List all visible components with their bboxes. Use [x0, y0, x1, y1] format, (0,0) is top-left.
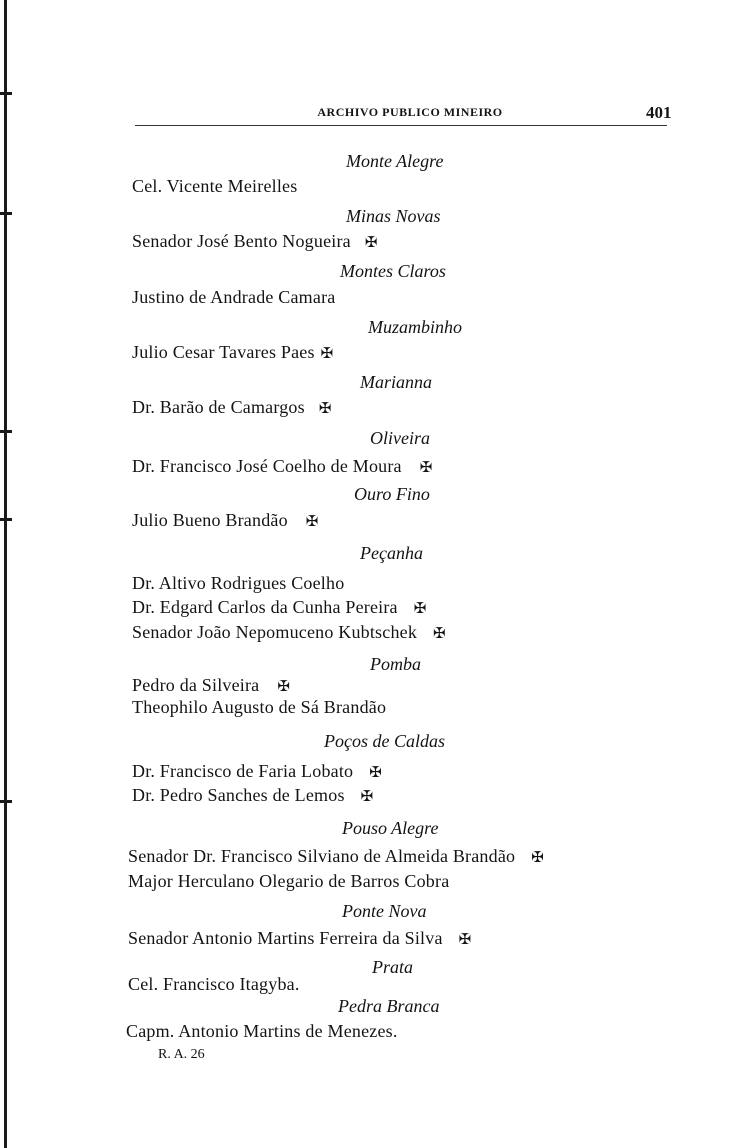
- cross-icon: ✠: [364, 235, 378, 251]
- person-entry: Dr. Pedro Sanches de Lemos ✠: [132, 785, 374, 805]
- place-heading: Marianna: [360, 372, 432, 392]
- person-entry: Senador João Nepomuceno Kubtschek ✠: [132, 622, 446, 642]
- person-entry: Theophilo Augusto de Sá Brandão: [132, 697, 387, 717]
- place-heading: Monte Alegre: [346, 151, 444, 171]
- person-entry: Senador Antonio Martins Ferreira da Silva ✠: [128, 928, 472, 948]
- person-entry: Senador Dr. Francisco Silviano de Almeida Brandão ✠: [128, 846, 545, 866]
- place-heading: Peçanha: [360, 543, 423, 563]
- spine-mark: [0, 430, 12, 433]
- signature-mark: R. A. 26: [158, 1047, 205, 1062]
- header-rule: [135, 125, 667, 126]
- cross-icon: ✠: [419, 460, 433, 476]
- place-heading: Pomba: [370, 654, 421, 674]
- person-entry: Pedro da Silveira ✠: [132, 675, 291, 695]
- person-entry: Major Herculano Olegario de Barros Cobra: [128, 871, 450, 891]
- cross-icon: ✠: [458, 932, 472, 948]
- page-spine-edge: [4, 0, 7, 1148]
- running-head: [0, 103, 730, 125]
- person-entry: Dr. Francisco de Faria Lobato ✠: [132, 761, 383, 781]
- spine-mark: [0, 800, 12, 803]
- cross-icon: ✠: [318, 401, 332, 417]
- place-heading: Oliveira: [370, 428, 430, 448]
- cross-icon: ✠: [320, 346, 334, 362]
- spine-mark: [0, 518, 12, 521]
- running-title: ARCHIVO PUBLICO MINEIRO: [317, 105, 503, 119]
- person-entry: Senador José Bento Nogueira ✠: [132, 231, 378, 251]
- person-entry: Cel. Francisco Itagyba.: [128, 974, 300, 994]
- place-heading: Prata: [372, 957, 414, 977]
- person-entry: Julio Bueno Brandão ✠: [132, 510, 319, 530]
- person-entry: Dr. Altivo Rodrigues Coelho: [132, 573, 345, 593]
- cross-icon: ✠: [277, 679, 291, 695]
- person-entry: Dr. Barão de Camargos ✠: [132, 397, 332, 417]
- place-heading: Pouso Alegre: [342, 818, 439, 838]
- cross-icon: ✠: [531, 850, 545, 866]
- spine-mark: [0, 212, 12, 215]
- page-number: 401: [646, 103, 672, 122]
- place-heading: Poços de Caldas: [324, 731, 445, 751]
- person-entry: Justino de Andrade Camara: [132, 287, 336, 307]
- cross-icon: ✠: [413, 601, 427, 617]
- person-entry: Julio Cesar Tavares Paes ✠: [132, 342, 334, 362]
- cross-icon: ✠: [433, 626, 446, 642]
- cross-icon: ✠: [369, 765, 383, 781]
- place-heading: Ponte Nova: [342, 901, 427, 921]
- person-entry: Cel. Vicente Meirelles: [132, 176, 298, 196]
- place-heading: Ouro Fino: [354, 484, 430, 504]
- person-entry: Dr. Francisco José Coelho de Moura ✠: [132, 456, 433, 476]
- place-heading: Minas Novas: [346, 206, 441, 226]
- person-entry: Capm. Antonio Martins de Menezes.: [126, 1021, 398, 1041]
- place-heading: Pedra Branca: [338, 996, 440, 1016]
- spine-mark: [0, 92, 12, 95]
- place-heading: Muzambinho: [368, 317, 462, 337]
- place-heading: Montes Claros: [340, 261, 446, 281]
- cross-icon: ✠: [360, 789, 374, 805]
- person-entry: Dr. Edgard Carlos da Cunha Pereira ✠: [132, 597, 427, 617]
- cross-icon: ✠: [305, 514, 319, 530]
